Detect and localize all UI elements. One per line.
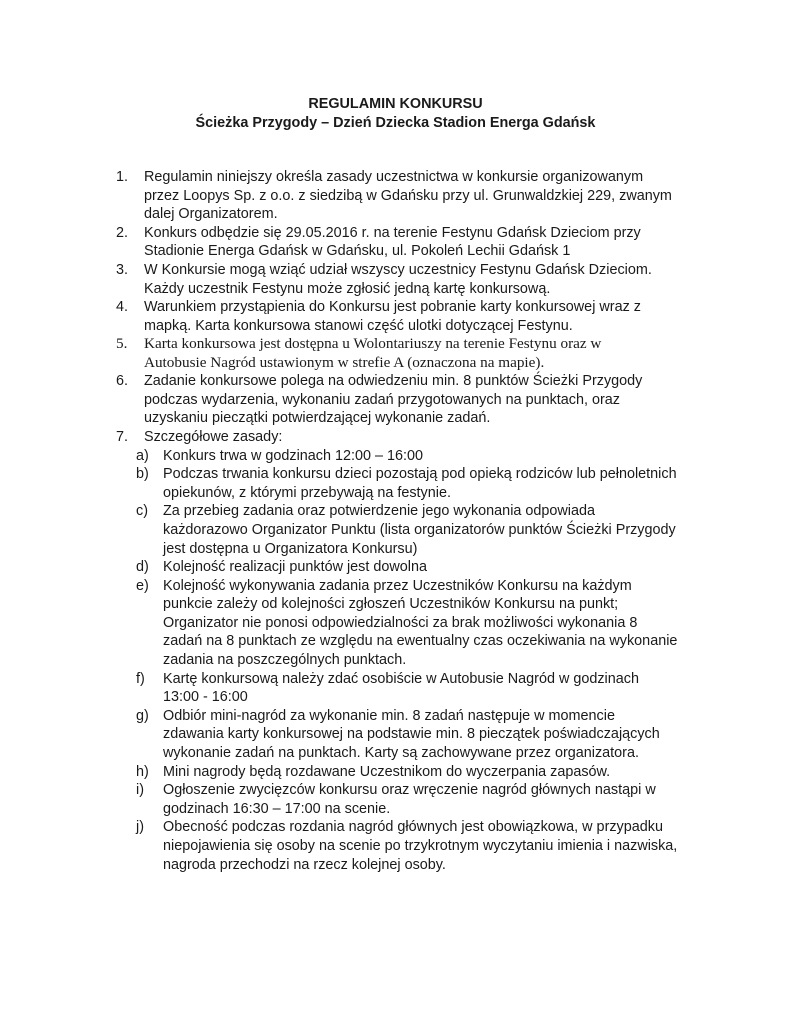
sub-list-item <box>0 670 678 707</box>
sub-item-letter: c) <box>136 503 148 520</box>
rules-list <box>0 168 791 874</box>
sub-list-item <box>0 502 678 558</box>
sub-list-item <box>0 577 678 670</box>
sub-list-item <box>0 465 678 502</box>
item-text: Warunkiem przystąpienia do Konkursu jest pobranie karty konkursowej wraz z mapką. Karta konkursowa stanowi część ulotki dotyczącej Festynu. <box>144 299 641 334</box>
sub-item-text: Kolejność realizacji punktów jest dowolna <box>163 559 427 576</box>
item-text: Zadanie konkursowe polega na odwiedzeniu min. 8 punktów Ścieżki Przygody podczas wydarzenia, wykonaniu zadań przygotowanych na punktach, oraz uzyskaniu pieczątki potwierdzającej wykonanie zadań. <box>144 373 643 427</box>
list-item <box>0 261 674 298</box>
item-number: 6. <box>116 373 129 390</box>
sub-item-letter: a) <box>136 447 149 464</box>
list-item <box>0 224 674 261</box>
item-text: W Konkursie mogą wziąć udział wszyscy uczestnicy Festynu Gdańsk Dzieciom. Każdy uczestnik Festynu może zgłosić jedną kartę konkursową. <box>144 261 652 297</box>
sub-item-text: Kolejność wykonywania zadania przez Uczestników Konkursu na każdym punkcie zależy od kolejności zgłoszeń Uczestników Konkursu na punkt; Organizator nie ponosi odpowiedzialności za brak możliwości wykonania 8 zadań na 8 punktach ze względu na ewentualny czas oczekiwania na wykonanie zadania na poszczególnych punktach. <box>163 577 678 669</box>
sub-item-text: Ogłoszenie zwycięzców konkursu oraz wręczenie nagród głównych nastąpi w godzinach 16:30 – 17:00 na scenie. <box>163 782 656 817</box>
sub-list-item <box>0 447 678 466</box>
document-title: REGULAMIN KONKURSU <box>308 96 483 112</box>
list-item <box>0 298 674 335</box>
sub-item-letter: h) <box>136 763 149 780</box>
item-text: Szczegółowe zasady: <box>144 428 283 445</box>
sub-item-text: Kartę konkursową należy zdać osobiście w Autobusie Nagród w godzinach 13:00 - 16:00 <box>163 670 639 706</box>
item-text: Karta konkursowa jest dostępna u Wolontariuszy na terenie Festynu oraz w Autobusie Nagród ustawionym w strefie A (oznaczona na mapie). <box>144 335 602 371</box>
detailed-rules-list <box>0 447 791 875</box>
document-subtitle: Ścieżka Przygody – Dzień Dziecka Stadion Energa Gdańsk <box>195 115 596 131</box>
sub-list-item <box>0 763 678 782</box>
sub-item-text: Podczas trwania konkursu dzieci pozostają pod opieką rodziców lub pełnoletnich opiekunów, z którymi przebywają na festynie. <box>163 466 677 501</box>
sub-item-text: Mini nagrody będą rozdawane Uczestnikom do wyczerpania zapasów. <box>163 763 611 780</box>
list-item <box>0 428 791 874</box>
sub-list-item <box>0 781 678 818</box>
item-number: 1. <box>116 169 129 185</box>
sub-item-letter: i) <box>136 782 144 799</box>
sub-item-letter: b) <box>136 466 149 483</box>
list-item <box>0 335 664 372</box>
item-number: 7. <box>116 428 129 445</box>
sub-item-text: Za przebieg zadania oraz potwierdzenie jego wykonania odpowiada każdorazowo Organizator Punktu (lista organizatorów punktów Ścieżki Przygody jest dostępna u Organizatora Konkursu) <box>163 503 676 557</box>
sub-item-letter: j) <box>136 819 144 836</box>
item-number: 2. <box>116 224 129 241</box>
sub-item-letter: g) <box>136 707 149 724</box>
sub-item-text: Odbiór mini-nagród za wykonanie min. 8 zadań następuje w momencie zdawania karty konkursowej na podstawie min. 8 pieczątek poświadczających wykonanie zadań na punktach. Karty są zachowywane przez organizatora. <box>163 707 660 762</box>
sub-list-item <box>0 818 678 874</box>
list-item <box>0 372 674 428</box>
sub-list-item <box>0 707 678 763</box>
sub-item-text: Konkurs trwa w godzinach 12:00 – 16:00 <box>163 447 423 464</box>
item-text: Regulamin niniejszy określa zasady uczestnictwa w konkursie organizowanym przez Loopys Sp. z o.o. z siedzibą w Gdańsku przy ul. Grunwaldzkiej 229, zwanym dalej Organizatorem. <box>144 169 672 223</box>
sub-item-letter: e) <box>136 577 149 594</box>
sub-list-item <box>0 558 678 577</box>
item-number: 3. <box>116 261 129 278</box>
item-number: 5. <box>116 335 128 353</box>
item-text: Konkurs odbędzie się 29.05.2016 r. na terenie Festynu Gdańsk Dzieciom przy Stadionie Energa Gdańsk w Gdańsku, ul. Pokoleń Lechii Gdańsk 1 <box>144 224 641 260</box>
sub-item-text: Obecność podczas rozdania nagród głównych jest obowiązkowa, w przypadku niepojawienia się osoby na scenie po trzykrotnym wyczytaniu imienia i nazwiska, nagroda przechodzi na rzecz kolejnej osoby. <box>163 819 678 873</box>
sub-item-letter: d) <box>136 559 149 576</box>
list-item <box>0 168 674 224</box>
item-number: 4. <box>116 299 129 316</box>
sub-item-letter: f) <box>136 670 145 687</box>
